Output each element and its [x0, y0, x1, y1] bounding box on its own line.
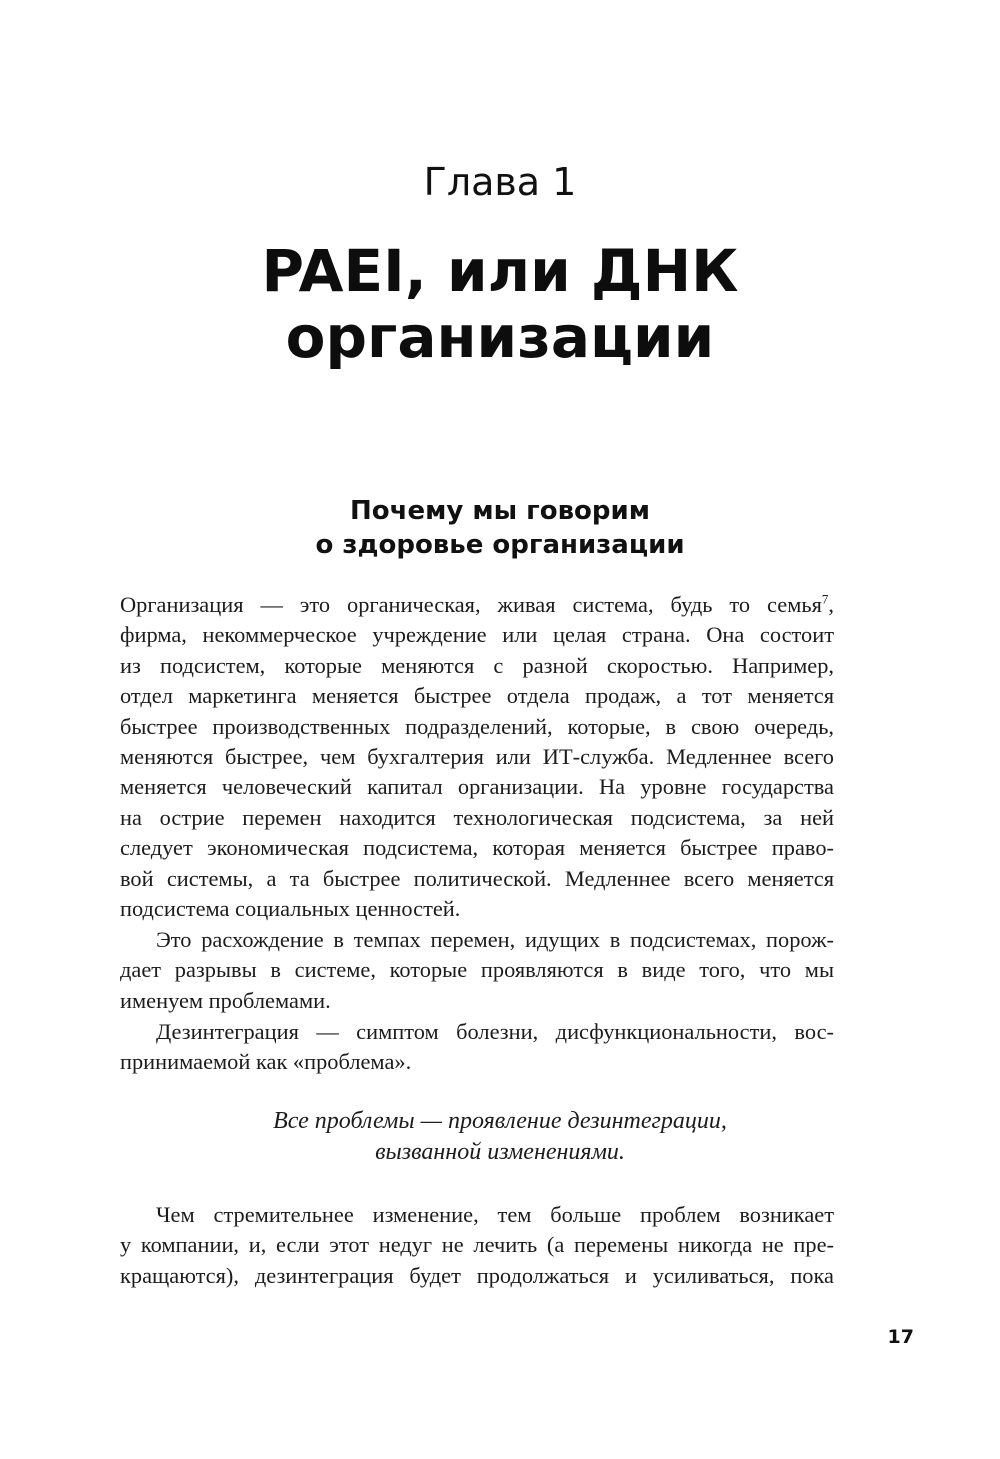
paragraph-line: на острие перемен находится технологическая подсистема, за ней — [120, 804, 834, 830]
section-heading-line: о здоровье организации — [315, 530, 685, 560]
page-number: 17 — [887, 1326, 914, 1348]
paragraph-line: Это расхождение в темпах перемен, идущих в подсистемах, порож- — [156, 927, 834, 952]
paragraph-line: подсистема социальных ценностей. — [120, 896, 461, 922]
paragraph-3 — [120, 1017, 834, 1078]
paragraph-line: меняется человеческий капитал организации. На уровне государства — [120, 774, 834, 800]
paragraph-line: принимаемой как «проблема». — [120, 1049, 412, 1075]
section-heading-line: Почему мы говорим — [349, 496, 650, 526]
pull-quote-line: вызванной изменениями. — [375, 1139, 625, 1165]
paragraph-line: меняются быстрее, чем бухгалтерия или ИТ-служба. Медленнее всего — [120, 744, 834, 770]
chapter-title — [0, 238, 1000, 370]
chapter-title-line: PAEI, или ДНК — [261, 237, 739, 305]
paragraph-line: отдел маркетинга меняется быстрее отдела продаж, а тот меняется — [120, 683, 834, 709]
paragraph-1 — [120, 590, 834, 924]
paragraph-line: у компании, и, если этот недуг не лечить (а перемены никогда не пре- — [120, 1232, 834, 1258]
pull-quote-line: Все проблемы — проявление дезинтеграции, — [273, 1108, 727, 1134]
paragraph-line: Чем стремительнее изменение, тем больше проблем возникает — [156, 1202, 834, 1227]
pull-quote — [0, 1106, 1000, 1168]
paragraph-line: быстрее производственных подразделений, которые, в свою очередь, — [120, 713, 834, 739]
section-heading — [0, 494, 1000, 562]
chapter-title-line: организации — [285, 303, 715, 371]
paragraph-line-text: Организация — это органическая, живая система, будь то семья — [120, 592, 822, 617]
paragraph-line: фирма, некоммерческое учреждение или целая страна. Она состоит — [120, 622, 834, 648]
paragraph-line: из подсистем, которые меняются с разной скоростью. Например, — [120, 652, 834, 678]
chapter-label: Глава 1 — [423, 160, 577, 204]
paragraph-4 — [120, 1200, 834, 1291]
paragraph-line: именуем проблемами. — [120, 987, 331, 1013]
paragraph-line: следует экономическая подсистема, которая меняется быстрее право- — [120, 835, 834, 861]
paragraph-line: Дезинтеграция — симптом болезни, дисфункциональности, вос- — [156, 1019, 834, 1044]
footnote-ref[interactable]: 7 — [821, 591, 829, 607]
footnote-suffix: , — [828, 592, 834, 617]
paragraph-line: вой системы, а та быстрее политической. Медленнее всего меняется — [120, 865, 834, 891]
paragraph-2 — [120, 925, 834, 1016]
paragraph-line: кращаются), дезинтеграция будет продолжаться и усиливаться, пока — [120, 1262, 834, 1288]
paragraph-line: дает разрывы в системе, которые проявляются в виде того, что мы — [120, 957, 834, 983]
paragraph-line — [120, 590, 834, 620]
